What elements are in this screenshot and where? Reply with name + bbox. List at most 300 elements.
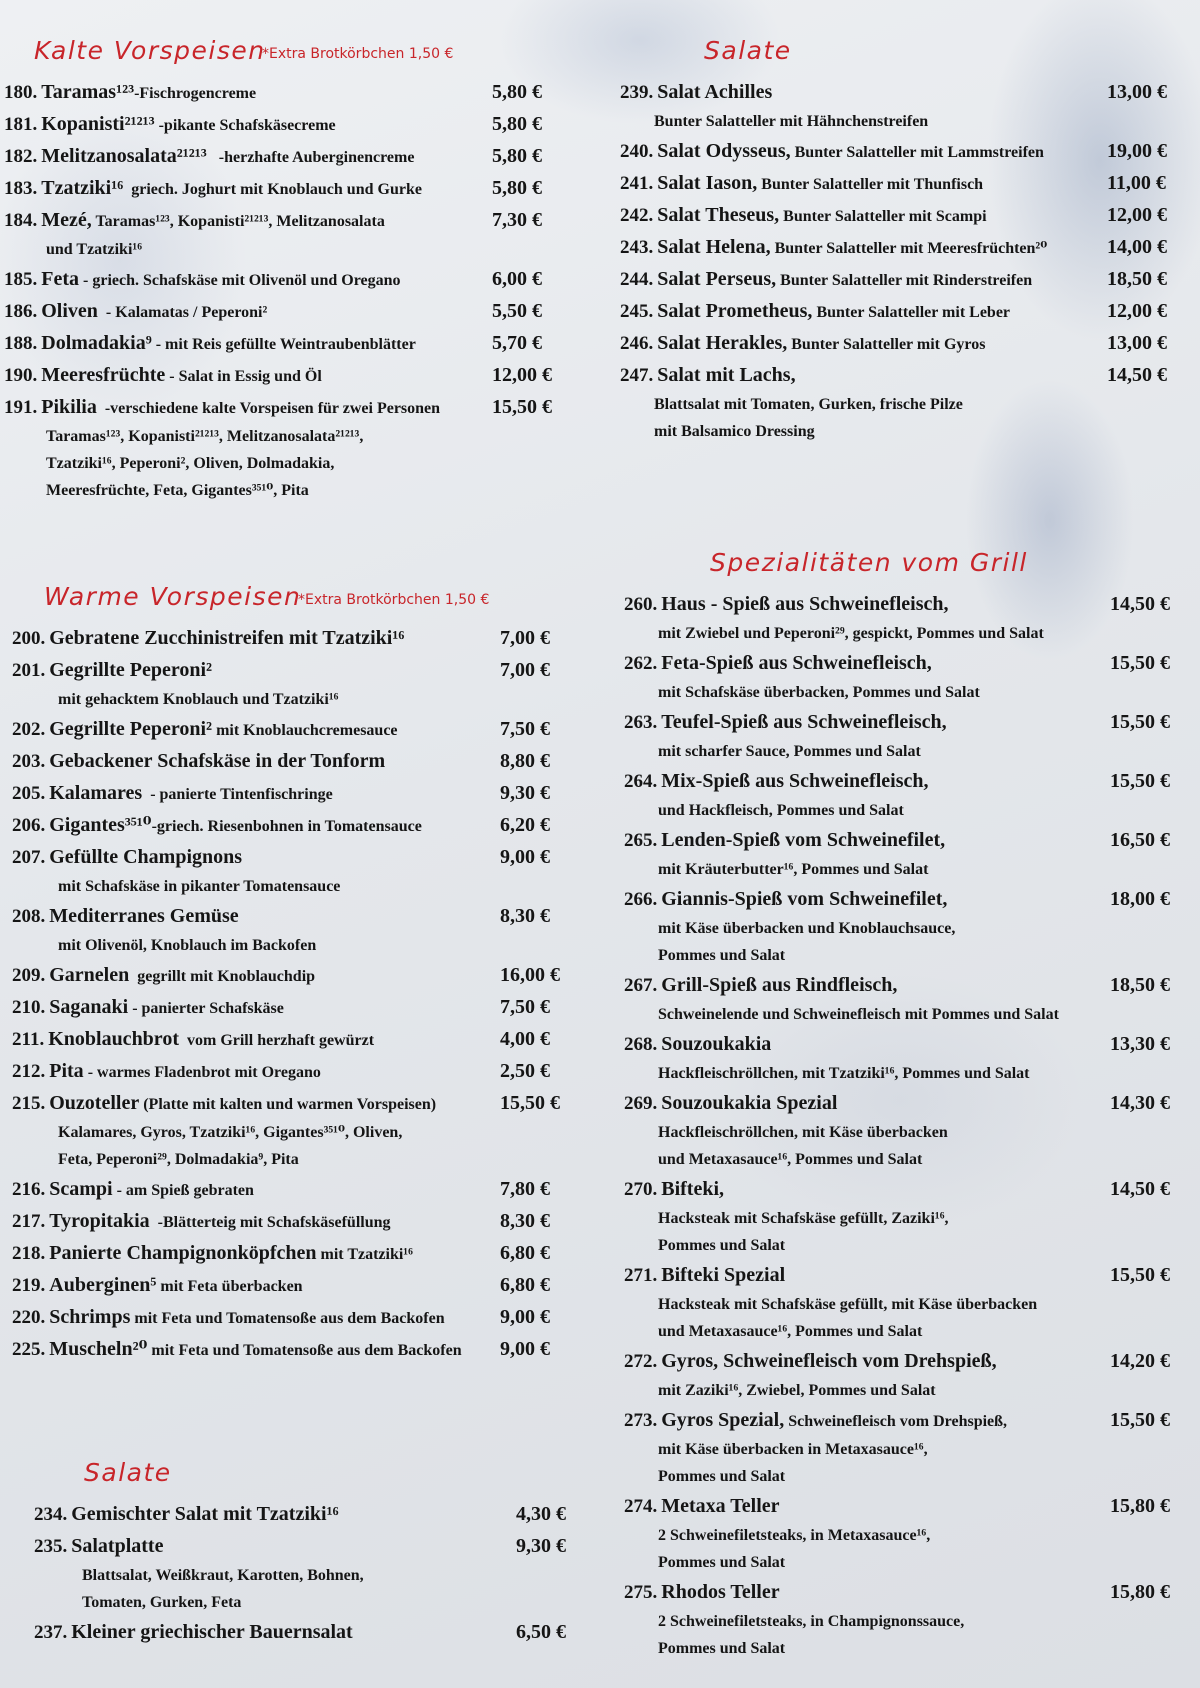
item-detail-line: Hackfleischröllchen, mit Tzatziki¹⁶, Pommes und Salat	[658, 1065, 1030, 1082]
menu-item	[0, 1237, 570, 1269]
item-price: 9,00 €	[500, 1338, 550, 1360]
item-description: mit Feta und Tomatensoße aus dem Backofen	[147, 1342, 462, 1359]
item-name: Dolmadakia⁹	[41, 332, 152, 354]
item-description: - Salat in Essig und Öl	[165, 368, 322, 385]
item-name: Grill-Spieß aus Rindfleisch,	[661, 974, 898, 996]
item-description: -Fischrogencreme	[134, 85, 257, 102]
item-number: 240.	[620, 141, 654, 162]
item-price: 5,80 €	[492, 145, 542, 167]
menu-item	[0, 359, 570, 391]
menu-item	[0, 327, 570, 359]
item-number: 264.	[624, 771, 658, 792]
item-price: 15,80 €	[1110, 1495, 1170, 1517]
item-number: 220.	[12, 1307, 46, 1328]
item-name: Feta-Spieß aus Schweinefleisch,	[661, 652, 932, 674]
item-name: Gebackener Schafskäse in der Tonform	[49, 750, 386, 772]
menu-item	[614, 1345, 1184, 1404]
item-price: 9,00 €	[500, 1306, 550, 1328]
menu-item	[614, 76, 1184, 135]
item-number: 265.	[624, 830, 658, 851]
item-description: - Kalamatas / Peperoni²	[97, 304, 268, 321]
item-number: 190.	[4, 365, 38, 386]
item-number: 202.	[12, 719, 46, 740]
item-number: 218.	[12, 1243, 46, 1264]
item-name: Lenden-Spieß vom Schweinefilet,	[661, 829, 946, 851]
menu-item	[614, 295, 1184, 327]
menu-item	[0, 1333, 570, 1365]
item-name: Salat Theseus,	[657, 204, 780, 226]
item-detail-line: 2 Schweinefiletsteaks, in Metaxasauce¹⁶,	[658, 1527, 931, 1544]
item-price: 14,20 €	[1110, 1350, 1170, 1372]
bread-basket-note: *Extra Brotkörbchen 1,50 €	[298, 592, 490, 608]
item-name: Salat Achilles	[657, 81, 773, 103]
menu-item	[614, 824, 1184, 883]
item-price: 15,50 €	[500, 1092, 560, 1114]
item-number: 270.	[624, 1179, 658, 1200]
item-name: Gemischter Salat mit Tzatziki¹⁶	[71, 1503, 339, 1525]
item-price: 18,50 €	[1107, 268, 1167, 290]
menu-item	[0, 1023, 570, 1055]
item-detail-line: Pommes und Salat	[658, 1468, 786, 1485]
item-number: 235.	[34, 1536, 68, 1557]
menu-item	[0, 745, 570, 777]
item-name: Kalamares	[49, 782, 143, 804]
item-name: Gegrillte Peperoni²	[49, 718, 213, 740]
menu-item	[614, 167, 1184, 199]
item-name: Kopanisti²¹²¹³	[41, 113, 155, 135]
item-description: -pikante Schafskäsecreme	[154, 117, 336, 134]
item-price: 19,00 €	[1107, 140, 1167, 162]
bread-basket-note: *Extra Brotkörbchen 1,50 €	[262, 46, 454, 62]
item-detail-line: Pommes und Salat	[658, 1237, 786, 1254]
menu-item	[614, 359, 1184, 445]
item-detail-line: mit Käse überbacken und Knoblauchsauce,	[658, 920, 956, 937]
item-description: Bunter Salatteller mit Gyros	[787, 336, 986, 353]
item-price: 4,30 €	[516, 1503, 566, 1525]
item-name: Rhodos Teller	[661, 1581, 780, 1603]
item-number: 180.	[4, 82, 38, 103]
item-name: Souzoukakia	[661, 1033, 772, 1055]
menu-item	[0, 1269, 570, 1301]
item-name: Tyropitakia	[49, 1210, 150, 1232]
item-detail-line: mit gehacktem Knoblauch und Tzatziki¹⁶	[58, 691, 339, 708]
item-number: 206.	[12, 815, 46, 836]
item-name: Melitzanosalata²¹²¹³	[41, 145, 207, 167]
section-header	[0, 36, 570, 76]
item-price: 15,80 €	[1110, 1581, 1170, 1603]
item-price: 14,50 €	[1107, 364, 1167, 386]
item-description: vom Grill herzhaft gewürzt	[178, 1032, 375, 1049]
item-name: Giannis-Spieß vom Schweinefilet,	[661, 888, 948, 910]
item-number: 267.	[624, 975, 658, 996]
item-description: Bunter Salatteller mit Scampi	[779, 208, 987, 225]
item-number: 260.	[624, 594, 658, 615]
item-price: 8,30 €	[500, 1210, 550, 1232]
item-description: - warmes Fladenbrot mit Oregano	[83, 1064, 321, 1081]
item-price: 14,30 €	[1110, 1092, 1170, 1114]
section-header	[614, 548, 1184, 588]
item-name: Gegrillte Peperoni²	[49, 659, 213, 681]
item-number: 209.	[12, 965, 46, 986]
item-detail-line: Feta, Peperoni²⁹, Dolmadakia⁹, Pita	[58, 1151, 299, 1168]
menu-item	[0, 841, 570, 900]
menu-item	[0, 1173, 570, 1205]
section-header	[0, 1458, 570, 1498]
item-name: Souzoukakia Spezial	[661, 1092, 838, 1114]
item-name: Mediterranes Gemüse	[49, 905, 239, 927]
menu-item	[0, 900, 570, 959]
item-number: 274.	[624, 1496, 658, 1517]
item-name: Saganaki	[49, 996, 129, 1018]
item-price: 5,80 €	[492, 81, 542, 103]
item-detail-line: Pommes und Salat	[658, 947, 786, 964]
item-name: Taramas¹²³	[41, 81, 135, 103]
menu-item	[0, 263, 570, 295]
section-title: Warme Vorspeisen	[44, 582, 302, 611]
item-detail-line: Kalamares, Gyros, Tzatziki¹⁶, Gigantes³⁵¹⁰, Oliven,	[58, 1124, 403, 1141]
item-number: 181.	[4, 114, 38, 135]
item-number: 239.	[620, 82, 654, 103]
item-number: 241.	[620, 173, 654, 194]
item-price: 15,50 €	[1110, 652, 1170, 674]
item-price: 12,00 €	[1107, 300, 1167, 322]
item-name: Salat Perseus,	[657, 268, 777, 290]
menu-item	[614, 883, 1184, 969]
item-number: 185.	[4, 269, 38, 290]
item-description: -griech. Riesenbohnen in Tomatensauce	[151, 818, 422, 835]
item-number: 211.	[12, 1029, 45, 1050]
item-name: Gyros, Schweinefleisch vom Drehspieß,	[661, 1350, 997, 1372]
item-number: 203.	[12, 751, 46, 772]
item-description: Bunter Salatteller mit Leber	[812, 304, 1011, 321]
menu-item	[614, 1576, 1184, 1662]
item-number: 215.	[12, 1093, 46, 1114]
item-name: Kleiner griechischer Bauernsalat	[71, 1621, 353, 1643]
item-name: Salat Helena,	[657, 236, 771, 258]
item-detail-line: Hacksteak mit Schafskäse gefüllt, Zaziki¹⁶,	[658, 1210, 949, 1227]
item-name: Pita	[49, 1060, 84, 1082]
menu-item	[614, 1259, 1184, 1345]
item-number: 268.	[624, 1034, 658, 1055]
menu-item	[614, 765, 1184, 824]
menu-section	[614, 36, 1184, 445]
item-name: Haus - Spieß aus Schweinefleisch,	[661, 593, 949, 615]
item-price: 6,80 €	[500, 1242, 550, 1264]
item-price: 8,30 €	[500, 905, 550, 927]
item-number: 208.	[12, 906, 46, 927]
item-name: Meeresfrüchte	[41, 364, 166, 386]
item-detail-line: und Tzatziki¹⁶	[46, 241, 142, 258]
menu-item	[0, 809, 570, 841]
item-price: 11,00 €	[1107, 172, 1166, 194]
item-price: 15,50 €	[1110, 711, 1170, 733]
item-number: 207.	[12, 847, 46, 868]
section-header	[0, 582, 570, 622]
item-name: Salat Iason,	[657, 172, 758, 194]
menu-item	[614, 231, 1184, 263]
item-number: 245.	[620, 301, 654, 322]
item-number: 182.	[4, 146, 38, 167]
menu-item	[0, 295, 570, 327]
menu-item	[614, 1173, 1184, 1259]
item-name: Gigantes³⁵¹⁰	[49, 814, 152, 836]
item-description: - mit Reis gefüllte Weintraubenblätter	[151, 336, 416, 353]
menu-item	[0, 1087, 570, 1173]
item-number: 191.	[4, 397, 38, 418]
menu-item	[0, 713, 570, 745]
menu-section	[0, 36, 570, 504]
item-description: -herzhafte Auberginencreme	[206, 149, 415, 166]
item-number: 210.	[12, 997, 46, 1018]
item-detail-line: und Metaxasauce¹⁶, Pommes und Salat	[658, 1323, 923, 1340]
item-description: Bunter Salatteller mit Thunfisch	[757, 176, 984, 193]
item-name: Ouzoteller	[49, 1092, 140, 1114]
item-description: griech. Joghurt mit Knoblauch und Gurke	[123, 181, 422, 198]
item-number: 271.	[624, 1265, 658, 1286]
menu-item	[0, 777, 570, 809]
item-number: 188.	[4, 333, 38, 354]
item-price: 7,80 €	[500, 1178, 550, 1200]
menu-item	[614, 1404, 1184, 1490]
item-detail-line: und Metaxasauce¹⁶, Pommes und Salat	[658, 1151, 923, 1168]
item-number: 184.	[4, 210, 38, 231]
item-number: 243.	[620, 237, 654, 258]
menu-item	[0, 108, 570, 140]
item-name: Gyros Spezial,	[661, 1409, 785, 1431]
item-name: Garnelen	[49, 964, 130, 986]
item-number: 234.	[34, 1504, 68, 1525]
item-name: Tzatziki¹⁶	[41, 177, 124, 199]
menu-item	[614, 1490, 1184, 1576]
menu-item	[0, 654, 570, 713]
menu-item	[0, 140, 570, 172]
menu-item	[0, 622, 570, 654]
item-detail-line: 2 Schweinefiletsteaks, in Champignonssauce,	[658, 1613, 965, 1630]
item-price: 16,00 €	[500, 964, 560, 986]
menu-item	[0, 1616, 570, 1648]
item-description: - am Spieß gebraten	[112, 1182, 254, 1199]
item-number: 262.	[624, 653, 658, 674]
menu-item	[614, 647, 1184, 706]
item-number: 216.	[12, 1179, 46, 1200]
item-price: 15,50 €	[1110, 1264, 1170, 1286]
item-name: Gefüllte Champignons	[49, 846, 243, 868]
item-price: 16,50 €	[1110, 829, 1170, 851]
menu-item	[614, 135, 1184, 167]
menu-item	[0, 1301, 570, 1333]
item-price: 13,00 €	[1107, 81, 1167, 103]
item-price: 15,50 €	[1110, 770, 1170, 792]
item-name: Knoblauchbrot	[48, 1028, 179, 1050]
item-detail-line: Pommes und Salat	[658, 1640, 786, 1657]
item-number: 200.	[12, 628, 46, 649]
section-title: Salate	[84, 1458, 172, 1487]
item-number: 244.	[620, 269, 654, 290]
item-price: 12,00 €	[1107, 204, 1167, 226]
item-detail-line: Tomaten, Gurken, Feta	[82, 1594, 242, 1611]
menu-item	[0, 1205, 570, 1237]
item-name: Auberginen⁵	[49, 1274, 157, 1296]
section-title: Salate	[704, 36, 792, 65]
menu-item	[0, 1055, 570, 1087]
item-detail-line: mit Olivenöl, Knoblauch im Backofen	[58, 937, 317, 954]
item-detail-line: Hacksteak mit Schafskäse gefüllt, mit Käse überbacken	[658, 1296, 1038, 1313]
item-price: 6,80 €	[500, 1274, 550, 1296]
item-price: 2,50 €	[500, 1060, 550, 1082]
item-name: Teufel-Spieß aus Schweinefleisch,	[661, 711, 947, 733]
item-detail-line: Blattsalat, Weißkraut, Karotten, Bohnen,	[82, 1567, 364, 1584]
item-number: 217.	[12, 1211, 46, 1232]
item-price: 5,80 €	[492, 177, 542, 199]
item-number: 275.	[624, 1582, 658, 1603]
item-price: 13,30 €	[1110, 1033, 1170, 1055]
item-price: 18,50 €	[1110, 974, 1170, 996]
item-detail-line: mit Schafskäse in pikanter Tomatensauce	[58, 878, 341, 895]
item-name: Gebratene Zucchinistreifen mit Tzatziki¹⁶	[49, 627, 405, 649]
item-number: 246.	[620, 333, 654, 354]
item-detail-line: Schweinelende und Schweinefleisch mit Pommes und Salat	[658, 1006, 1059, 1023]
item-name: Salat Odysseus,	[657, 140, 791, 162]
item-description: Bunter Salatteller mit Lammstreifen	[790, 144, 1044, 161]
menu-section	[0, 582, 570, 1365]
menu-item	[0, 1530, 570, 1616]
item-number: 247.	[620, 365, 654, 386]
item-description: gegrillt mit Knoblauchdip	[129, 968, 316, 985]
item-price: 13,00 €	[1107, 332, 1167, 354]
item-description: mit Tzatziki¹⁶	[316, 1246, 413, 1263]
item-number: 205.	[12, 783, 46, 804]
item-price: 12,00 €	[492, 364, 552, 386]
menu-item	[614, 327, 1184, 359]
section-title: Kalte Vorspeisen	[34, 36, 266, 65]
item-price: 9,30 €	[500, 782, 550, 804]
item-number: 219.	[12, 1275, 46, 1296]
item-number: 272.	[624, 1351, 658, 1372]
item-detail-line: Bunter Salatteller mit Hähnchenstreifen	[654, 113, 929, 130]
item-price: 7,50 €	[500, 996, 550, 1018]
item-name: Feta	[41, 268, 80, 290]
item-number: 237.	[34, 1622, 68, 1643]
item-description: - panierter Schafskäse	[128, 1000, 284, 1017]
item-description: Bunter Salatteller mit Rinderstreifen	[776, 272, 1033, 289]
menu-item	[614, 1028, 1184, 1087]
item-price: 6,50 €	[516, 1621, 566, 1643]
item-name: Mix-Spieß aus Schweinefleisch,	[661, 770, 929, 792]
item-number: 212.	[12, 1061, 46, 1082]
item-name: Scampi	[49, 1178, 113, 1200]
item-price: 7,50 €	[500, 718, 550, 740]
item-description: Bunter Salatteller mit Meeresfrüchten²⁰	[770, 240, 1048, 257]
item-number: 186.	[4, 301, 38, 322]
item-name: Bifteki,	[661, 1178, 725, 1200]
item-detail-line: Blattsalat mit Tomaten, Gurken, frische Pilze	[654, 396, 963, 413]
menu-item	[0, 1498, 570, 1530]
menu-section	[0, 1458, 570, 1648]
item-price: 14,50 €	[1110, 1178, 1170, 1200]
menu-item	[614, 588, 1184, 647]
item-detail-line: Tzatziki¹⁶, Peperoni², Oliven, Dolmadakia,	[46, 455, 335, 472]
item-number: 183.	[4, 178, 38, 199]
section-header	[614, 36, 1184, 76]
item-description: mit Knoblauchcremesauce	[212, 722, 398, 739]
item-price: 7,30 €	[492, 209, 542, 231]
item-detail-line: mit Schafskäse überbacken, Pommes und Salat	[658, 684, 980, 701]
item-price: 5,80 €	[492, 113, 542, 135]
item-name: Oliven	[41, 300, 98, 322]
menu-item	[0, 76, 570, 108]
menu-item	[0, 391, 570, 504]
item-price: 15,50 €	[492, 396, 552, 418]
item-description: (Platte mit kalten und warmen Vorspeisen)	[139, 1096, 437, 1113]
item-detail-line: Meeresfrüchte, Feta, Gigantes³⁵¹⁰, Pita	[46, 482, 309, 499]
item-price: 6,20 €	[500, 814, 550, 836]
item-price: 7,00 €	[500, 659, 550, 681]
menu-section	[614, 548, 1184, 1662]
item-price: 18,00 €	[1110, 888, 1170, 910]
item-price: 7,00 €	[500, 627, 550, 649]
item-name: Salat Herakles,	[657, 332, 788, 354]
item-description: Taramas¹²³, Kopanisti²¹²¹³, Melitzanosalata	[91, 213, 385, 230]
menu-item	[614, 1087, 1184, 1173]
item-detail-line: Pommes und Salat	[658, 1554, 786, 1571]
item-name: Bifteki Spezial	[661, 1264, 786, 1286]
item-description: Schweinefleisch vom Drehspieß,	[784, 1413, 1008, 1430]
item-name: Panierte Champignonköpfchen	[49, 1242, 317, 1264]
item-description: - griech. Schafskäse mit Olivenöl und Oregano	[79, 272, 401, 289]
item-number: 242.	[620, 205, 654, 226]
menu-item	[614, 263, 1184, 295]
item-price: 14,00 €	[1107, 236, 1167, 258]
item-description: -verschiedene kalte Vorspeisen für zwei Personen	[96, 400, 441, 417]
menu-item	[0, 991, 570, 1023]
item-price: 9,30 €	[516, 1535, 566, 1557]
item-detail-line: mit Zwiebel und Peperoni²⁹, gespickt, Pommes und Salat	[658, 625, 1044, 642]
item-price: 5,50 €	[492, 300, 542, 322]
item-price: 4,00 €	[500, 1028, 550, 1050]
item-description: - panierte Tintenfischringe	[142, 786, 333, 803]
item-name: Salat Prometheus,	[657, 300, 813, 322]
item-number: 269.	[624, 1093, 658, 1114]
item-detail-line: und Hackfleisch, Pommes und Salat	[658, 802, 904, 819]
menu-item	[614, 969, 1184, 1028]
item-description: -Blätterteig mit Schafskäsefüllung	[149, 1214, 391, 1231]
item-price: 6,00 €	[492, 268, 542, 290]
item-price: 8,80 €	[500, 750, 550, 772]
item-name: Metaxa Teller	[661, 1495, 780, 1517]
item-number: 225.	[12, 1339, 46, 1360]
item-detail-line: mit scharfer Sauce, Pommes und Salat	[658, 743, 921, 760]
menu-item	[0, 204, 570, 263]
item-description: mit Feta überbacken	[156, 1278, 303, 1295]
item-name: Muscheln²⁰	[49, 1338, 148, 1360]
item-description: mit Feta und Tomatensoße aus dem Backofen	[130, 1310, 445, 1327]
item-number: 266.	[624, 889, 658, 910]
item-number: 263.	[624, 712, 658, 733]
item-price: 9,00 €	[500, 846, 550, 868]
item-number: 201.	[12, 660, 46, 681]
menu-item	[614, 199, 1184, 231]
menu-item	[0, 959, 570, 991]
item-number: 273.	[624, 1410, 658, 1431]
item-price: 14,50 €	[1110, 593, 1170, 615]
item-name: Schrimps	[49, 1306, 131, 1328]
item-name: Pikilia	[41, 396, 97, 418]
item-detail-line: Taramas¹²³, Kopanisti²¹²¹³, Melitzanosalata²¹²¹³,	[46, 428, 364, 445]
section-title: Spezialitäten vom Grill	[710, 548, 1028, 577]
item-name: Salat mit Lachs,	[657, 364, 796, 386]
item-price: 15,50 €	[1110, 1409, 1170, 1431]
item-detail-line: mit Zaziki¹⁶, Zwiebel, Pommes und Salat	[658, 1382, 936, 1399]
